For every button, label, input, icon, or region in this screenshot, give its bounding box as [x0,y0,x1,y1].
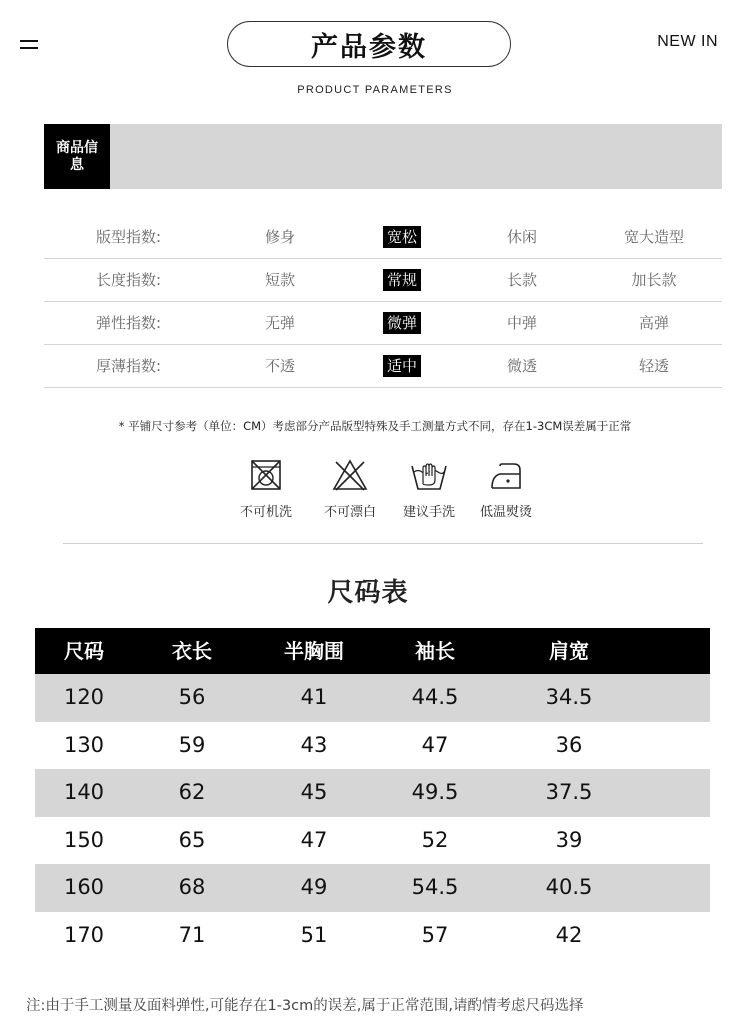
column-header: 肩宽 [549,639,589,663]
care-item [471,458,541,520]
new-in-link[interactable]: NEW IN [657,33,718,50]
column-header: 半胸围 [284,639,344,663]
column-header: 尺码 [64,639,104,663]
care-item [394,458,464,520]
table-cell: 47 [421,732,449,757]
table-cell: 49.5 [411,780,459,804]
index-row-elasticity [44,302,722,345]
column-header: 衣长 [172,639,212,663]
index-option: 中弹 [506,314,538,332]
table-cell: 44.5 [411,685,459,709]
index-row-fit [44,216,722,259]
index-option: 宽大造型 [623,228,685,246]
index-option: 休闲 [506,228,538,246]
care-item [315,458,385,520]
low-temp-iron-icon [488,458,524,492]
table-cell: 62 [178,780,206,804]
product-info-bar [44,124,722,189]
table-cell: 130 [63,732,105,757]
hamburger-icon[interactable] [20,40,38,49]
table-row [35,864,710,912]
size-table [35,628,710,959]
index-option: 短款 [264,271,296,289]
table-cell: 39 [555,827,583,852]
index-label: 长度指数: [96,271,162,289]
index-option: 修身 [264,228,296,246]
care-label: 不可机洗 [239,505,292,520]
table-cell: 37.5 [545,780,593,804]
column-header: 袖长 [415,639,455,663]
table-cell: 59 [178,732,206,757]
table-cell: 71 [178,922,206,947]
table-cell: 65 [178,827,206,852]
table-row [35,674,710,722]
index-option: 高弹 [638,314,670,332]
table-cell: 49 [300,875,328,899]
table-cell: 51 [300,922,328,947]
size-table-header [35,628,710,674]
index-option-selected: 微弹 [383,302,421,344]
care-item [231,458,301,520]
measurement-note: * 平铺尺寸参考（单位：CM）考虑部分产品版型特殊及手工测量方式不同，存在1-3CM误差属于正常 [118,419,632,433]
table-cell: 43 [300,732,328,757]
index-option-selected: 宽松 [383,216,421,258]
index-option: 微透 [506,357,538,375]
hand-wash-icon [409,458,449,492]
index-option: 轻透 [638,357,670,375]
table-cell: 57 [421,922,449,947]
table-cell: 41 [300,685,328,709]
table-cell: 170 [63,922,105,947]
index-label: 厚薄指数: [96,357,162,375]
index-label: 版型指数: [96,228,162,246]
care-label: 建议手洗 [402,505,455,520]
no-machine-wash-icon [249,458,283,492]
index-option-selected: 适中 [383,345,421,387]
table-cell: 54.5 [411,875,459,899]
size-chart-title: 尺码表 [327,578,409,608]
page-title: 产品参数 [227,21,511,67]
table-cell: 56 [178,685,206,709]
care-label: 低温熨烫 [479,505,532,520]
table-cell: 140 [63,780,105,804]
table-cell: 36 [555,732,583,757]
index-option: 加长款 [631,271,677,289]
index-option: 长款 [506,271,538,289]
index-label: 弹性指数: [96,314,162,332]
table-cell: 150 [63,827,105,852]
table-cell: 42 [555,922,583,947]
table-cell: 120 [63,685,105,709]
index-row-length [44,259,722,302]
table-row [35,722,710,770]
care-label: 不可漂白 [323,505,376,520]
table-row [35,769,710,817]
footer-note: 注:由于手工测量及面料弹性,可能存在1-3cm的误差,属于正常范围,请酌情考虑尺码选择 [26,998,584,1014]
index-option-selected: 常规 [383,259,421,301]
table-row [35,817,710,865]
index-option: 不透 [264,357,296,375]
table-cell: 40.5 [545,875,593,899]
table-cell: 52 [421,827,449,852]
table-row [35,912,710,960]
table-cell: 34.5 [545,685,593,709]
index-option: 无弹 [264,314,296,332]
product-info-label: 商品信息 [44,124,110,189]
index-row-thickness [44,345,722,388]
no-bleach-icon [331,458,369,492]
page-subtitle: PRODUCT PARAMETERS [297,84,453,96]
section-divider [63,543,703,544]
table-cell: 47 [300,827,328,852]
index-table [44,216,722,388]
table-cell: 45 [300,780,328,804]
table-cell: 160 [63,875,105,899]
table-cell: 68 [178,875,206,899]
